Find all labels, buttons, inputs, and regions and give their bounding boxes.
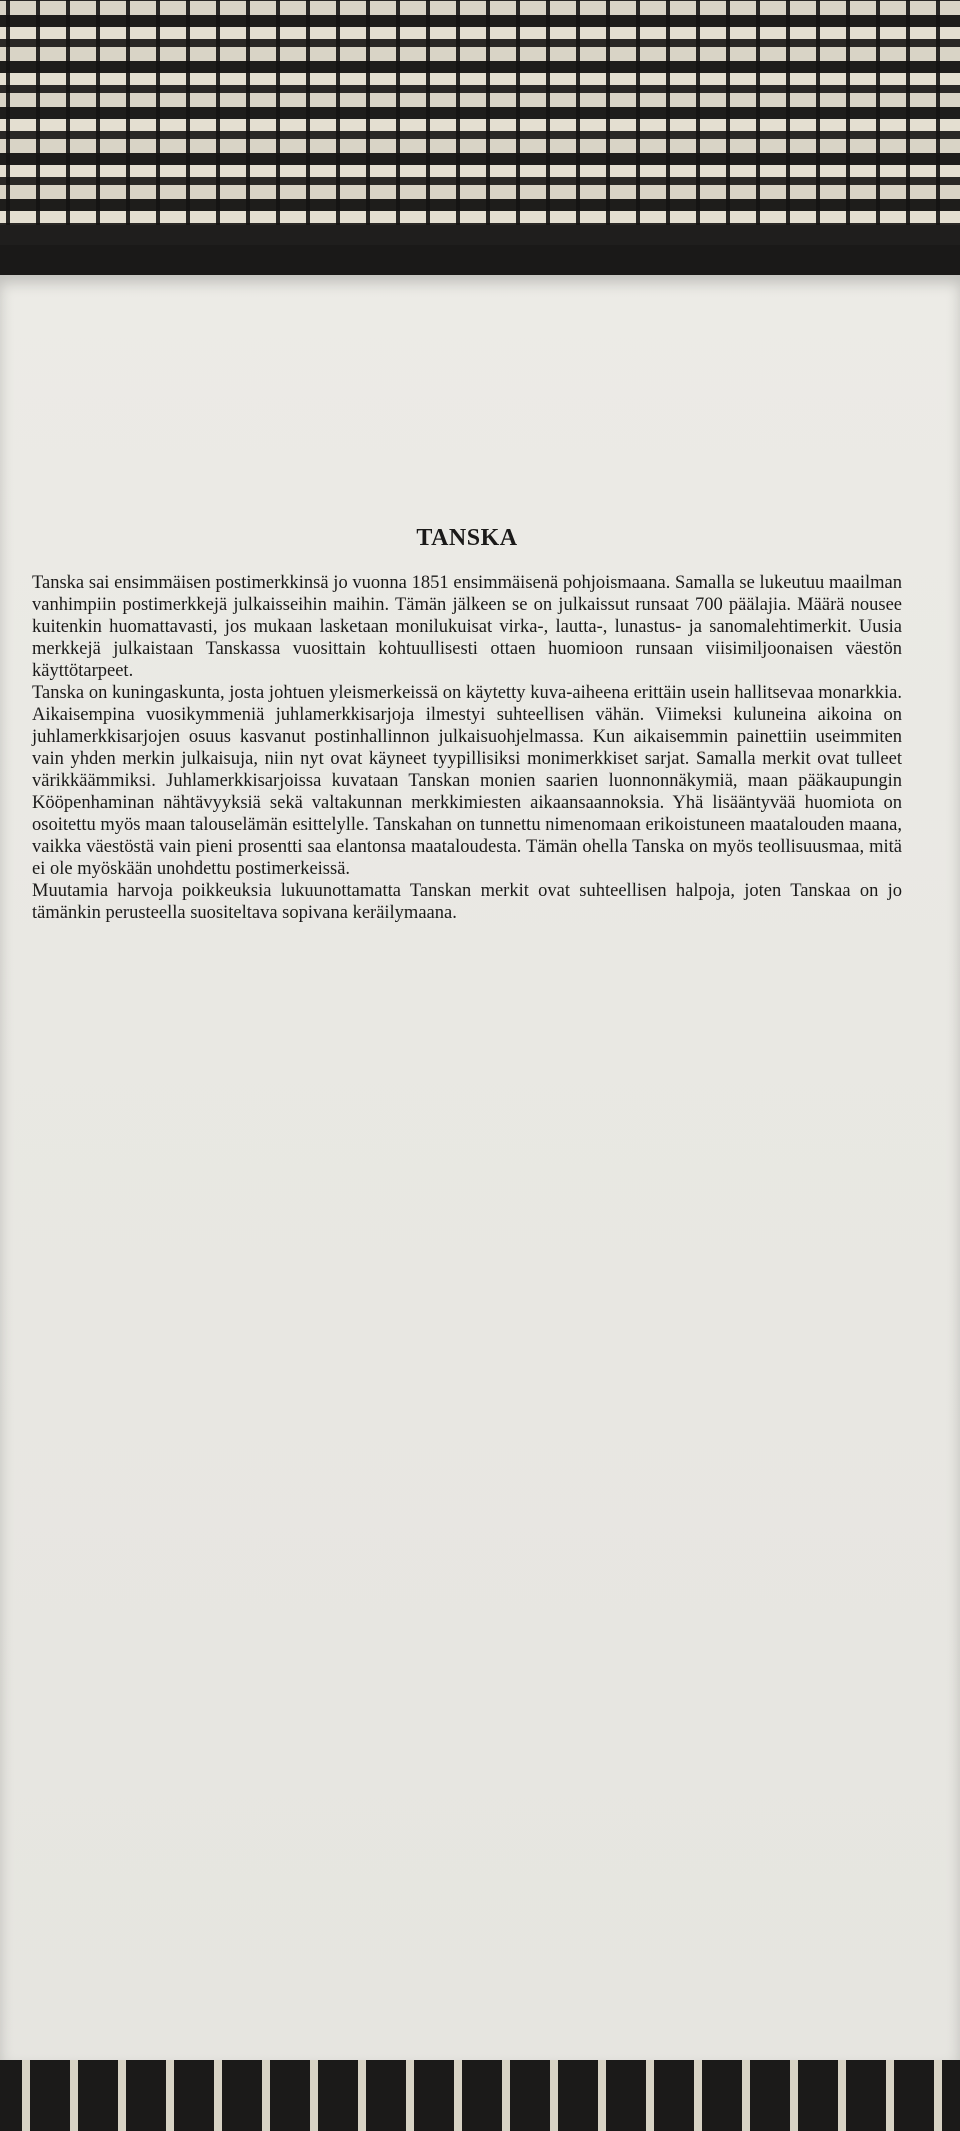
paragraph-collecting: Muutamia harvoja poikkeuksia lukuunottamatta Tanskan merkit ovat suhteellisen halpoja, joten Tanskaa on jo tämänkin perusteella suositeltava sopivana keräilymaana.: [32, 881, 902, 923]
page-content: [32, 525, 902, 924]
page-title: TANSKA: [416, 525, 518, 551]
woven-mat-top: [0, 0, 960, 245]
paragraph-history: Tanska sai ensimmäisen postimerkkinsä jo vuonna 1851 ensimmäisenä pohjoismaana. Samalla se lukeutuu maailman vanhimpiin postimerkkejä julkaisseihin maihin. Tämän jälkeen se on julkaissut runsaat 700 päälajia. Määrä nousee kuitenkin huomattavasti, jos mukaan lasketaan monilukuisat virka-, lautta-, lunastus- ja sanomalehtimerkit. Uusia merkkejä julkaistaan Tanskassa vuosittain kohtuullisesti ottaen huomioon runsaan viisimiljoonaisen väestön käyttötarpeet.: [32, 573, 902, 681]
paragraph-monarchy: Tanska on kuningaskunta, josta johtuen yleismerkeissä on käytetty kuva-aiheena erittäin usein hallitsevaa monarkkia. Aikaisempina vuosikymmeniä juhlamerkkisarjoja ilmestyi suhteellisen vähän. Viimeksi kuluneina aikoina on juhlamerkkisarjojen osuus kasvanut postinhallinnon julkaisuohjelmassa. Kun aikaisemmin painettiin useimmiten vain yhden merkin julkaisuja, niin nyt ovat käyneet tyypillisiksi monimerkkiset sarjat. Samalla merkit ovat tulleet värikkäämmiksi. Juhlamerkkisarjoissa kuvataan Tanskan monien saarien luonnonnäkymiä, maan pääkaupungin Kööpenhaminan nähtävyyksiä sekä valtakunnan merkkimiesten aikaansaannoksia. Yhä lisääntyvää huomiota on osoitettu myös maan talouselämän esittelylle. Tanskahan on tunnettu nimenomaan erikoistuneen maatalouden maana, vaikka väestöstä vain pieni prosentti saa elantonsa maataloudesta. Tämän ohella Tanska on myös teollisuusmaa, mitä ei ole myöskään unohdettu postimerkeissä.: [32, 683, 902, 879]
woven-mat-bottom: [0, 2060, 960, 2131]
album-page: [0, 275, 960, 2060]
